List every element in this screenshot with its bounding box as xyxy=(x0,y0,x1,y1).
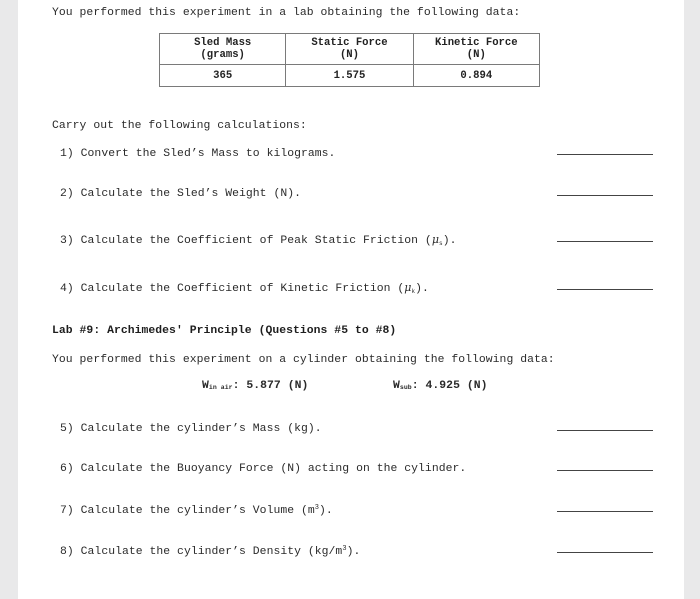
question-6: 6) Calculate the Buoyancy Force (N) acting on the cylinder. xyxy=(60,463,467,475)
mu-symbol: μ xyxy=(431,233,440,246)
weight-in-air: Win air: 5.877 (N) xyxy=(202,380,309,392)
cell-kinetic-force: 0.894 xyxy=(413,65,539,87)
cell-static-force: 1.575 xyxy=(286,65,413,87)
answer-line-4[interactable] xyxy=(557,289,653,290)
question-1: 1) Convert the Sled’s Mass to kilograms. xyxy=(60,148,336,160)
mu-symbol: μ xyxy=(404,281,412,294)
answer-line-7[interactable] xyxy=(557,511,653,512)
lab-heading: Lab #9: Archimedes' Principle (Questions #5 to #8) xyxy=(52,325,397,337)
weight-submerged: Wsub: 4.925 (N) xyxy=(393,380,488,392)
question-2: 2) Calculate the Sled’s Weight (N). xyxy=(60,188,301,200)
carry-out-text: Carry out the following calculations: xyxy=(52,120,307,132)
question-5: 5) Calculate the cylinder’s Mass (kg). xyxy=(60,423,322,435)
answer-line-5[interactable] xyxy=(557,430,653,431)
answer-line-2[interactable] xyxy=(557,195,653,196)
worksheet-page xyxy=(18,0,684,599)
question-8: 8) Calculate the cylinder’s Density $(kg/m^3)$. xyxy=(60,545,361,558)
table-row xyxy=(160,65,540,87)
question-3: 3) Calculate the Coefficient of Peak Static Friction (μs). xyxy=(60,233,457,247)
question-4: 4) Calculate the Coefficient of Kinetic Friction (μk). xyxy=(60,281,429,295)
answer-line-1[interactable] xyxy=(557,154,653,155)
intro-text-2: You performed this experiment on a cylinder obtaining the following data: xyxy=(52,354,555,366)
intro-text: You performed this experiment in a lab obtaining the following data: xyxy=(52,7,521,19)
header-sled-mass: Sled Mass (grams) xyxy=(160,34,286,65)
answer-line-8[interactable] xyxy=(557,552,653,553)
header-static-force: Static Force (N) xyxy=(286,34,413,65)
sled-data-table xyxy=(159,33,540,87)
answer-line-6[interactable] xyxy=(557,470,653,471)
table-header-row xyxy=(160,34,540,65)
header-kinetic-force: Kinetic Force (N) xyxy=(413,34,539,65)
answer-line-3[interactable] xyxy=(557,241,653,242)
cell-sled-mass: 365 xyxy=(160,65,286,87)
question-7: 7) Calculate the cylinder’s Volume $(m^3)$. xyxy=(60,504,333,517)
